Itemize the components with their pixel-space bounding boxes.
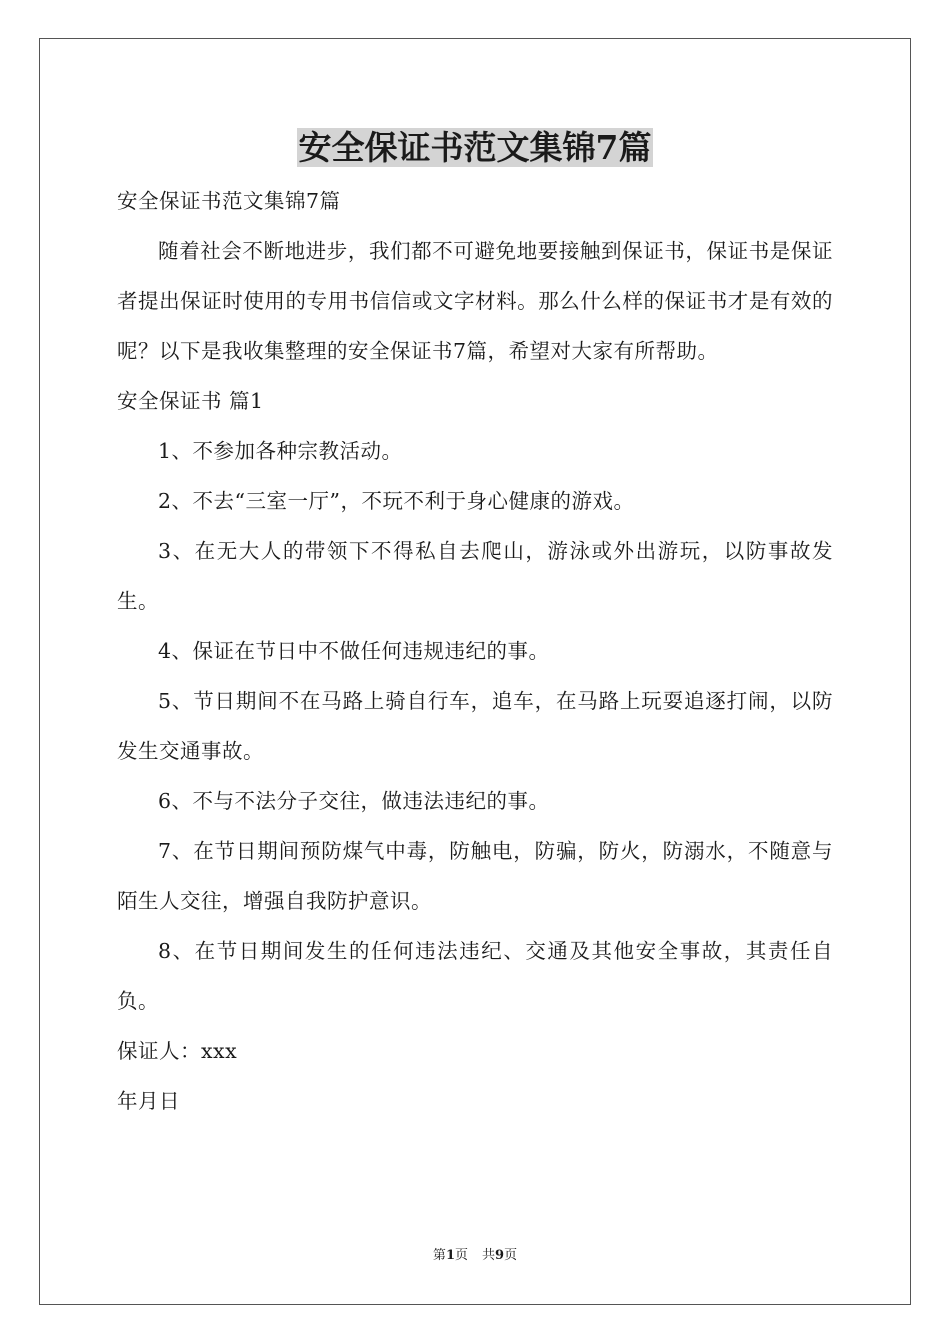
page-footer — [0, 1247, 950, 1265]
list-item: 4、保证在节日中不做任何违规违纪的事。 — [158, 639, 550, 663]
paragraph: 随着社会不断地进步，我们都不可避免地要接触到保证书，保证书是保证者提出保证时使用的专用书信信或文字材料。那么什么样的保证书才是有效的呢？以下是我收集整理的安全保证书7篇，希望对大家有所帮助。 — [117, 239, 833, 363]
page-prefix: 第 — [432, 1248, 446, 1263]
date-line: 年月日 — [117, 1089, 180, 1113]
page-current: 1 — [445, 1248, 455, 1263]
list-item: 3、在无大人的带领下不得私自去爬山，游泳或外出游玩，以防事故发生。 — [117, 539, 833, 613]
list-item: 5、节日期间不在马路上骑自行车，追车，在马路上玩耍追逐打闹，以防发生交通事故。 — [117, 689, 833, 763]
list-item: 6、不与不法分子交往，做违法违纪的事。 — [158, 789, 550, 813]
total-suffix: 页 — [504, 1248, 518, 1263]
document-title-text: 安全保证书范文集锦7篇 — [298, 128, 652, 167]
document-title — [0, 126, 950, 170]
list-item: 2、不去“三室一厅”，不玩不利于身心健康的游戏。 — [158, 489, 635, 513]
page-suffix: 页 — [454, 1248, 468, 1263]
paragraph: 安全保证书范文集锦7篇 — [117, 189, 341, 213]
list-item: 7、在节日期间预防煤气中毒，防触电，防骗，防火，防溺水，不随意与陌生人交往，增强自我防护意识。 — [117, 839, 833, 913]
section-heading: 安全保证书 篇1 — [117, 389, 264, 413]
guarantor-line: 保证人：xxx — [117, 1039, 238, 1063]
page-total: 9 — [495, 1248, 505, 1263]
list-item: 1、不参加各种宗教活动。 — [158, 439, 403, 463]
total-prefix: 共 — [482, 1248, 496, 1263]
list-item: 8、在节日期间发生的任何违法违纪、交通及其他安全事故，其责任自负。 — [117, 939, 833, 1013]
document-body — [117, 176, 833, 1126]
